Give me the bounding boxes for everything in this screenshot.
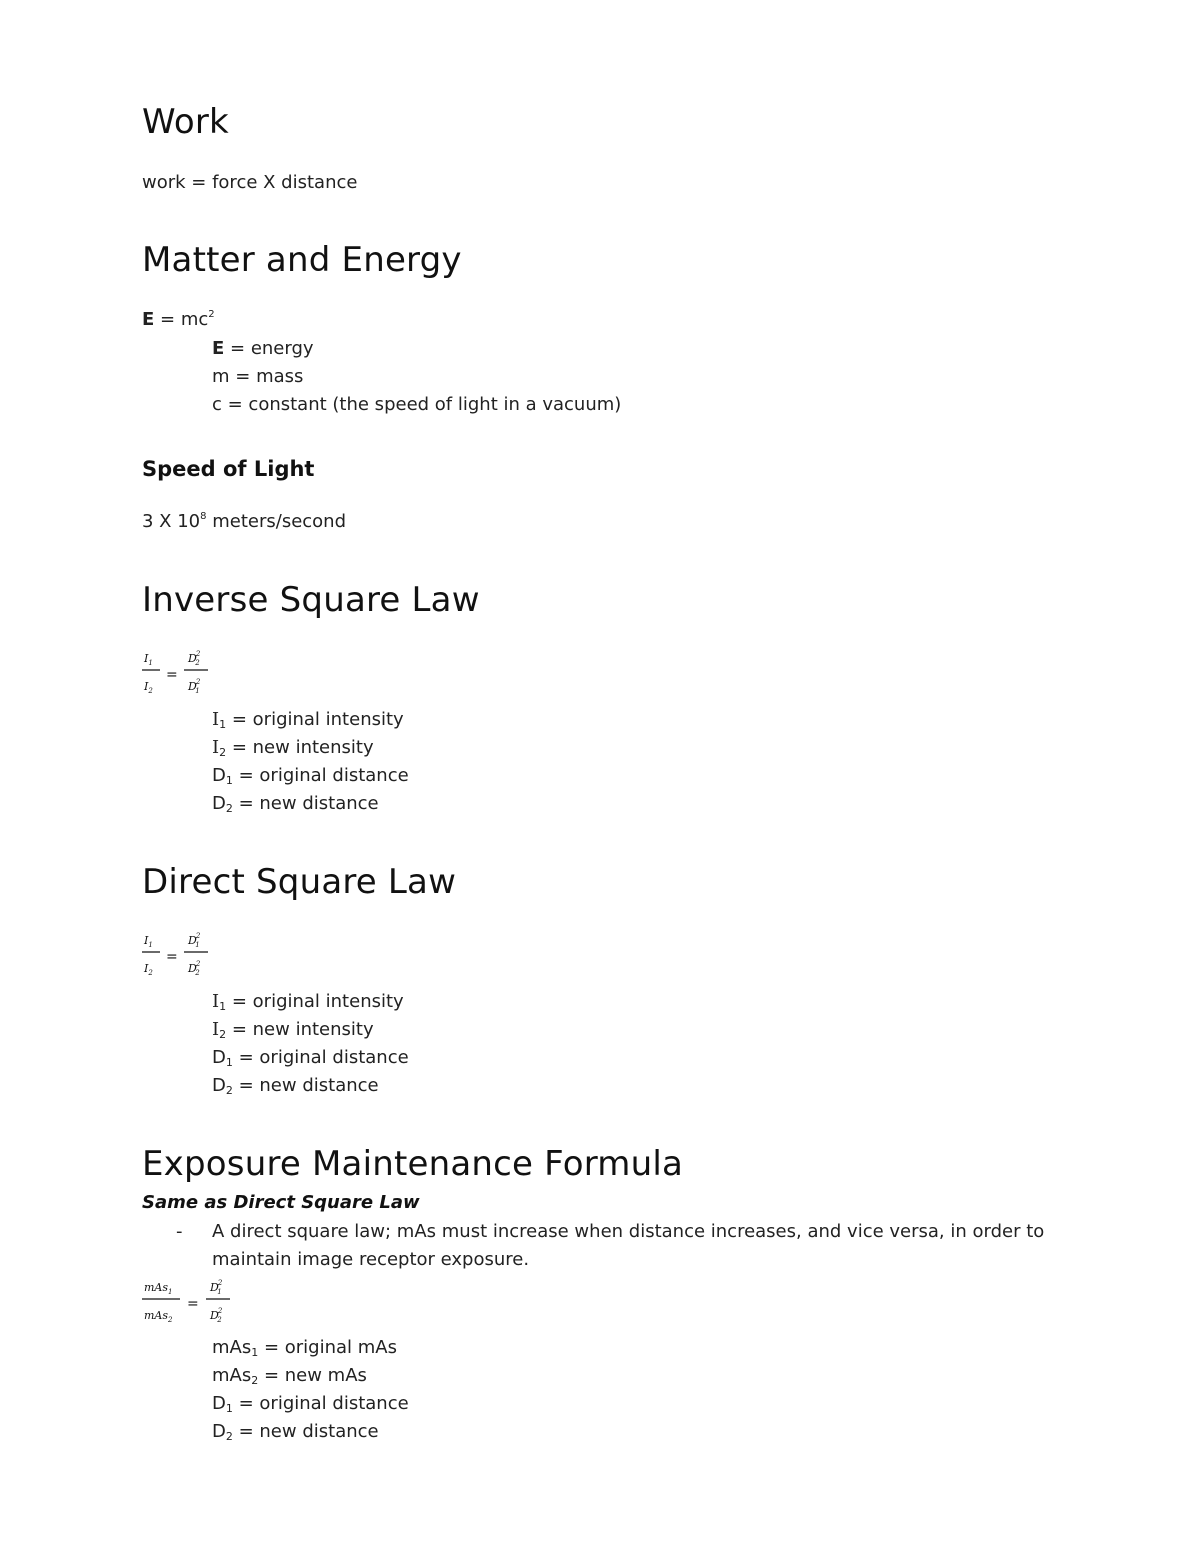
speed-heading: Speed of Light <box>142 457 315 481</box>
exposure-def-row <box>212 1421 379 1443</box>
def-text: = new distance <box>232 793 379 814</box>
def-text: = mass <box>229 366 304 387</box>
matter-formula-lhs: E <box>142 309 155 330</box>
def-text: = new mAs <box>258 1365 367 1386</box>
matter-formula-exp: 2 <box>208 309 215 320</box>
speed-value-pre: 3 X 10 <box>142 511 201 532</box>
def-base: mAs <box>212 1365 252 1386</box>
exposure-num-left: mAs$_1$ <box>144 1281 173 1296</box>
def-text: = new intensity <box>226 737 374 758</box>
def-sub: 2 <box>225 1430 233 1443</box>
direct-heading: Direct Square Law <box>142 862 457 902</box>
exposure-den-right: D2 2 <box>210 1307 223 1324</box>
def-symbol: m <box>212 366 230 387</box>
exposure-def-row <box>212 1337 397 1359</box>
inverse-den-right: D2 1 <box>188 678 201 695</box>
bullet-line-2: maintain image receptor exposure. <box>212 1249 530 1270</box>
def-base: I <box>212 991 220 1012</box>
inverse-def-row <box>212 709 404 731</box>
def-sub: 2 <box>225 1084 233 1097</box>
def-base: D <box>212 1393 226 1414</box>
speed-value-exp: 8 <box>200 511 207 522</box>
inverse-def-row <box>212 737 374 759</box>
exposure-num-right: D2 1 <box>210 1279 223 1296</box>
inverse-den-left: $I_2$ <box>144 680 153 695</box>
exposure-equals: = <box>187 1296 199 1312</box>
direct-den-right: D2 2 <box>188 960 201 977</box>
def-sub: 1 <box>225 1402 233 1415</box>
def-sub: 2 <box>219 1028 227 1041</box>
def-sub: 1 <box>225 774 233 787</box>
direct-formula <box>140 928 220 988</box>
def-text: = original distance <box>232 1047 409 1068</box>
def-sub: 1 <box>225 1056 233 1069</box>
direct-num-right: D2 1 <box>188 932 201 949</box>
def-text: = original intensity <box>226 991 404 1012</box>
direct-den-left: $I_2$ <box>144 962 153 977</box>
def-sub: 1 <box>219 718 227 731</box>
matter-def-mass <box>212 366 303 387</box>
exposure-den-left: mAs$_2$ <box>144 1309 173 1324</box>
inverse-num-left: $I_1$ <box>144 652 153 667</box>
def-symbol: c <box>212 394 222 415</box>
inverse-heading: Inverse Square Law <box>142 580 480 620</box>
exposure-def-row <box>212 1393 409 1415</box>
matter-def-constant <box>212 394 621 415</box>
exposure-heading: Exposure Maintenance Formula <box>142 1144 684 1184</box>
work-heading: Work <box>142 102 229 142</box>
direct-def-row <box>212 991 404 1013</box>
direct-def-row <box>212 1019 374 1041</box>
def-text: = new distance <box>232 1075 379 1096</box>
matter-heading: Matter and Energy <box>142 240 462 280</box>
def-base: D <box>212 765 226 786</box>
def-text: = new distance <box>232 1421 379 1442</box>
work-formula: work = force X distance <box>142 172 358 193</box>
def-sub: 1 <box>219 1000 227 1013</box>
speed-value-post: meters/second <box>206 511 347 532</box>
def-sub: 2 <box>251 1374 259 1387</box>
inverse-equals: = <box>166 667 178 683</box>
exposure-subheading: Same as Direct Square Law <box>142 1192 420 1213</box>
matter-formula <box>142 309 215 330</box>
def-text: = original distance <box>232 765 409 786</box>
def-base: I <box>212 709 220 730</box>
direct-equals: = <box>166 949 178 965</box>
direct-def-row <box>212 1075 379 1097</box>
exposure-formula <box>140 1275 240 1335</box>
def-text: = original intensity <box>226 709 404 730</box>
def-base: mAs <box>212 1337 252 1358</box>
def-symbol: E <box>212 338 225 359</box>
matter-formula-rhs: = mc <box>154 309 209 330</box>
direct-def-row <box>212 1047 409 1069</box>
inverse-def-row <box>212 765 409 787</box>
def-text: = new intensity <box>226 1019 374 1040</box>
speed-value <box>142 511 346 532</box>
bullet-line-1: A direct square law; mAs must increase when distance increases, and vice versa, in order to <box>212 1221 1045 1242</box>
def-base: D <box>212 1047 226 1068</box>
def-base: I <box>212 1019 220 1040</box>
def-base: D <box>212 1075 226 1096</box>
def-base: I <box>212 737 220 758</box>
inverse-num-right: D2 2 <box>188 650 201 667</box>
def-text: = original distance <box>232 1393 409 1414</box>
direct-num-left: $I_1$ <box>144 934 153 949</box>
exposure-def-row <box>212 1365 367 1387</box>
def-sub: 1 <box>251 1346 259 1359</box>
def-sub: 2 <box>225 802 233 815</box>
inverse-formula <box>140 646 220 706</box>
def-text: = constant (the speed of light in a vacuum) <box>221 394 622 415</box>
def-text: = original mAs <box>258 1337 397 1358</box>
bullet-marker: - <box>176 1221 183 1242</box>
def-base: D <box>212 1421 226 1442</box>
def-base: D <box>212 793 226 814</box>
inverse-def-row <box>212 793 379 815</box>
def-text: = energy <box>224 338 314 359</box>
matter-def-energy <box>212 338 314 359</box>
def-sub: 2 <box>219 746 227 759</box>
